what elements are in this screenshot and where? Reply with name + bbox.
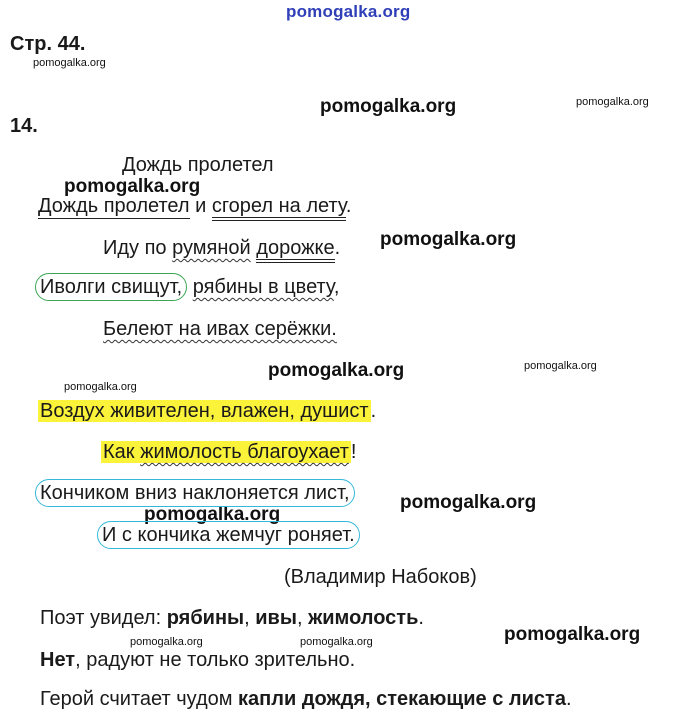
watermark: pomogalka.org [380,229,517,250]
subject-underline: Дождь пролетел [38,195,190,217]
poem-line-3 [35,276,339,299]
text: . [418,607,424,629]
poem-line-2 [103,237,340,260]
poem-line-1 [38,195,351,218]
answer-1 [40,607,424,630]
watermark: pomogalka.org [64,381,137,393]
poem-line-4: Белеют на ивах серёжки. [103,318,337,340]
watermark: pomogalka.org [33,57,106,69]
bold-word: ивы [255,607,297,629]
answer-2 [40,649,355,672]
wavy-underline: рябины в цвету [192,276,334,298]
cyan-oval-highlight: И с кончика жемчуг роняет. [97,521,360,549]
text: , радуют не только зрительно. [75,649,356,671]
watermark: pomogalka.org [130,636,203,648]
watermark: pomogalka.org [144,504,281,525]
answer-3 [40,688,572,711]
page-number: Стр. 44. [10,33,86,55]
top-watermark: pomogalka.org [286,2,411,21]
bold-phrase: капли дождя, стекающие с листа [238,688,566,710]
watermark: pomogalka.org [268,360,405,381]
poem-line-7 [35,482,355,505]
bold-word: жимолость [308,607,419,629]
green-oval-highlight: Иволги свищут, [35,273,187,301]
wavy-underline: румяной [172,237,251,259]
text: . [565,688,572,710]
poem-line-6 [101,441,356,464]
text: и [189,195,212,217]
watermark: pomogalka.org [504,624,641,645]
poem-line-5 [38,400,376,423]
yellow-highlight [101,441,351,463]
bold-word: Нет [40,649,76,671]
wavy-underline: жимолость благоухает [140,441,349,463]
text: , [296,607,309,629]
text: . [370,400,377,422]
cyan-oval-highlight: Кончиком вниз наклоняется лист, [35,479,355,507]
predicate-underline: сгорел на лету [212,195,346,221]
bold-word: рябины [166,607,245,629]
text: . [345,195,352,217]
text: Поэт увидел: [40,607,167,629]
poem-author: (Владимир Набоков) [284,566,477,588]
watermark: pomogalka.org [320,96,457,117]
text: , [333,276,340,298]
text: ! [350,441,357,463]
double-underline: дорожке [256,237,334,263]
poem-line-8 [97,524,360,547]
yellow-highlight: Воздух живителен, влажен, душист [40,400,369,422]
text: Герой считает чудом [40,688,239,710]
text: Иду по [103,237,173,259]
task-number: 14. [10,115,38,137]
text: . [334,237,341,259]
watermark: pomogalka.org [300,636,373,648]
watermark: pomogalka.org [64,176,201,197]
watermark: pomogalka.org [524,360,597,372]
text: Как [103,441,141,463]
watermark: pomogalka.org [400,492,537,513]
watermark: pomogalka.org [576,96,649,108]
poem-title: Дождь пролетел [122,154,274,176]
text: , [244,607,256,629]
